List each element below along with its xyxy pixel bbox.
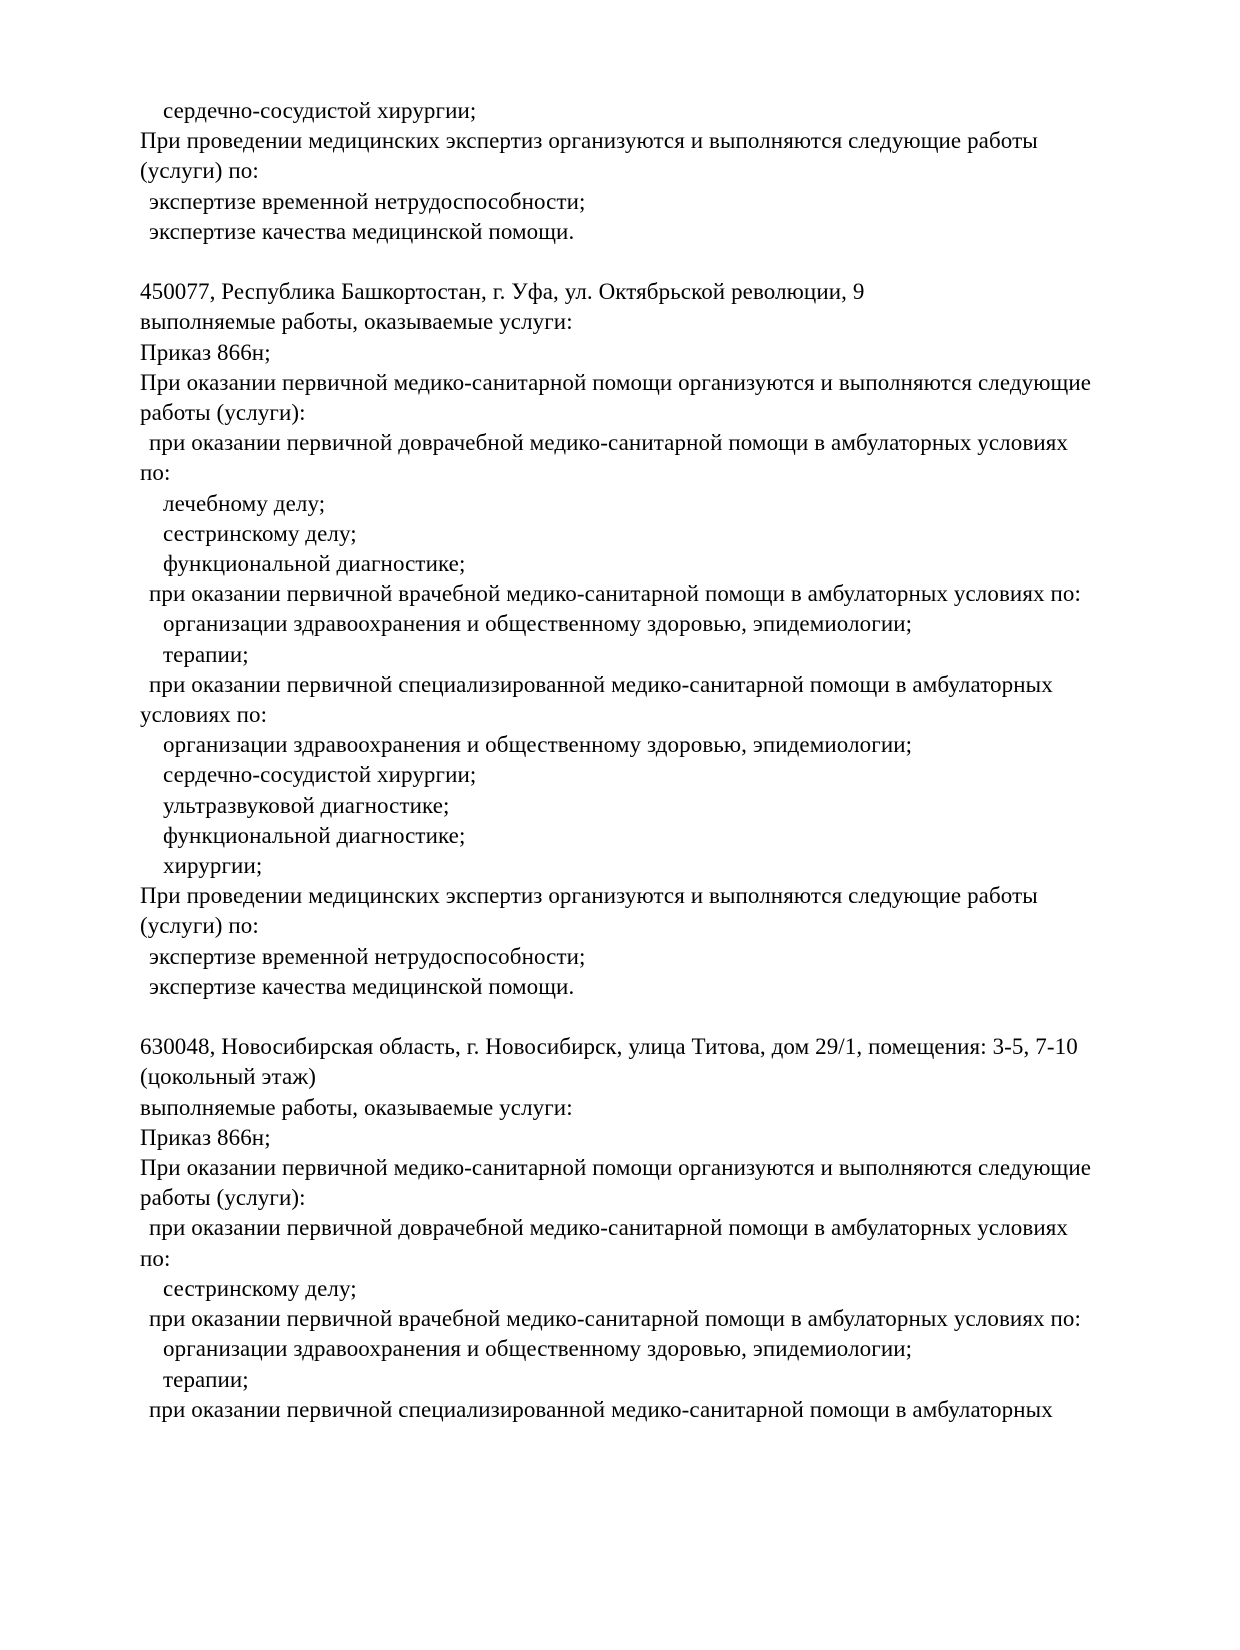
text-line: сердечно-сосудистой хирургии;	[163, 98, 477, 123]
text-line: при оказании первичной специализированной медико-санитарной помощи в амбулаторных	[149, 671, 1053, 697]
text-line: при оказании первичной специализированной медико-санитарной помощи в амбулаторных	[149, 1396, 1053, 1422]
text-line: (цокольный этаж)	[140, 1064, 317, 1090]
text-line: При проведении медицинских экспертиз организуются и выполняются следующие работы	[140, 883, 1038, 909]
text-line: ультразвуковой диагностике;	[163, 792, 450, 818]
text-line: (услуги) по:	[140, 158, 259, 184]
text-line: При оказании первичной медико-санитарной помощи организуются и выполняются следующие	[140, 369, 1092, 395]
text-line: (услуги) по:	[140, 913, 259, 939]
text-line: при оказании первичной врачебной медико-санитарной помощи в амбулаторных условиях по:	[149, 581, 1081, 607]
text-line: При проведении медицинских экспертиз организуются и выполняются следующие работы	[140, 128, 1038, 154]
text-line: экспертизе временной нетрудоспособности;	[149, 188, 586, 214]
text-line: сестринскому делу;	[163, 1275, 357, 1301]
blank-line	[140, 1002, 1210, 1032]
text-line: работы (услуги):	[140, 400, 306, 426]
text-line: сердечно-сосудистой хирургии;	[163, 762, 477, 788]
text-line: лечебному делу;	[163, 490, 326, 516]
text-line: экспертизе временной нетрудоспособности;	[149, 943, 586, 969]
text-line: организации здравоохранения и общественному здоровью, эпидемиологии;	[163, 611, 913, 637]
text-line: терапии;	[163, 1366, 249, 1392]
text-line: выполняемые работы, оказываемые услуги:	[140, 309, 573, 335]
document-text-block	[140, 96, 1210, 1425]
text-line: функциональной диагностике;	[163, 822, 466, 848]
text-line: работы (услуги):	[140, 1185, 306, 1211]
blank-line	[140, 247, 1210, 277]
text-line: 450077, Республика Башкортостан, г. Уфа, ул. Октябрьской революции, 9	[140, 279, 865, 305]
text-line: Приказ 866н;	[140, 339, 271, 365]
text-line: организации здравоохранения и общественному здоровью, эпидемиологии;	[163, 732, 913, 758]
text-line: При оказании первичной медико-санитарной помощи организуются и выполняются следующие	[140, 1155, 1092, 1181]
text-line: Приказ 866н;	[140, 1124, 271, 1150]
text-line: при оказании первичной доврачебной медико-санитарной помощи в амбулаторных условиях	[149, 430, 1069, 456]
text-line: экспертизе качества медицинской помощи.	[149, 218, 575, 244]
text-line: по:	[140, 460, 171, 486]
text-line: хирургии;	[163, 853, 263, 879]
text-line: экспертизе качества медицинской помощи.	[149, 973, 575, 999]
text-line: по:	[140, 1245, 171, 1271]
text-line: выполняемые работы, оказываемые услуги:	[140, 1094, 573, 1120]
text-line: организации здравоохранения и общественному здоровью, эпидемиологии;	[163, 1336, 913, 1362]
text-line: 630048, Новосибирская область, г. Новосибирск, улица Титова, дом 29/1, помещения: 3-5, 7-10	[140, 1034, 1078, 1060]
text-line: сестринскому делу;	[163, 520, 357, 546]
text-line: при оказании первичной доврачебной медико-санитарной помощи в амбулаторных условиях	[149, 1215, 1069, 1241]
text-line: терапии;	[163, 641, 249, 667]
text-line: при оказании первичной врачебной медико-санитарной помощи в амбулаторных условиях по:	[149, 1306, 1081, 1332]
text-line: условиях по:	[140, 702, 268, 728]
text-line: функциональной диагностике;	[163, 551, 466, 577]
